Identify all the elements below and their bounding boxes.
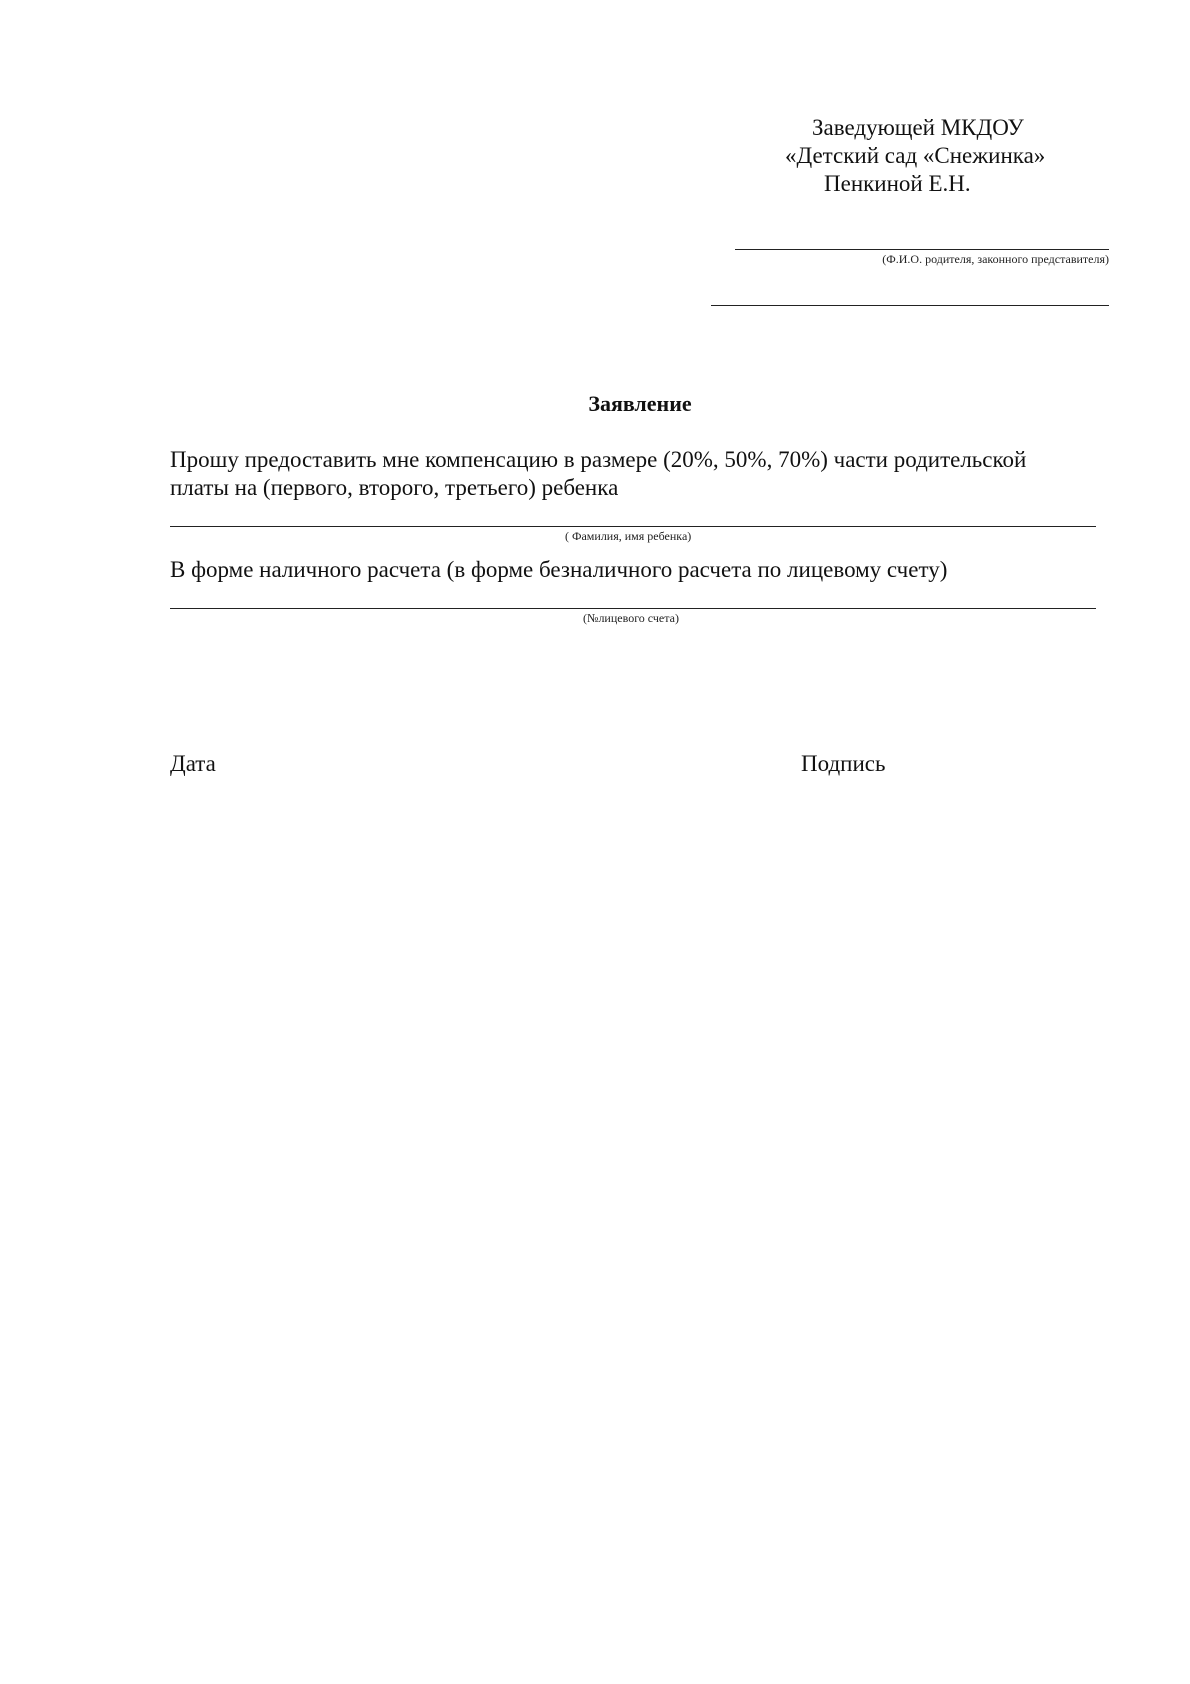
signature-label: Подпись [801, 751, 886, 776]
payment-form-text: В форме наличного расчета (в форме безналичного расчета по лицевому счету) [170, 557, 948, 582]
date-label: Дата [170, 751, 216, 776]
applicant-name-line [735, 249, 1109, 250]
account-number-line [170, 608, 1096, 609]
account-number-caption: (№лицевого счета) [583, 611, 679, 625]
child-name-caption: ( Фамилия, имя ребенка) [565, 529, 692, 543]
applicant-name-caption: (Ф.И.О. родителя, законного представителя) [882, 252, 1109, 266]
addressee-organization: «Детский сад «Снежинка» [785, 143, 1046, 168]
addressee-position: Заведующей МКДОУ [812, 115, 1024, 140]
request-text-line-1: Прошу предоставить мне компенсацию в размере (20%, 50%, 70%) части родительской [170, 447, 1027, 472]
applicant-extra-line [711, 305, 1109, 306]
child-name-line [170, 526, 1096, 527]
addressee-name: Пенкиной Е.Н. [824, 171, 971, 196]
request-text-line-2: платы на (первого, второго, третьего) ребенка [170, 475, 619, 500]
document-title: Заявление [588, 391, 692, 416]
